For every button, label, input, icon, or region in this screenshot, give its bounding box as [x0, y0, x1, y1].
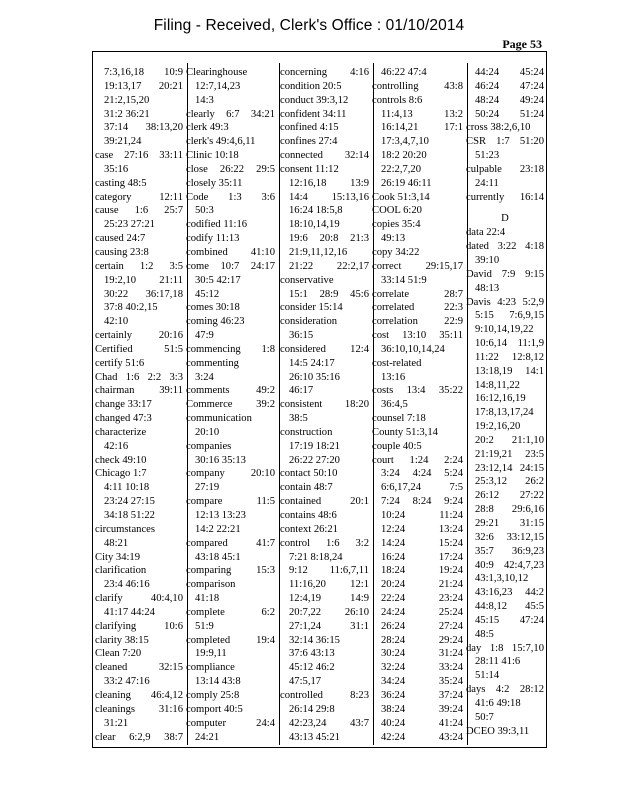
- index-continuation: 14:8,11,22: [475, 379, 520, 391]
- index-continuation: 20:10: [195, 426, 220, 438]
- index-continuation: 51:14: [475, 670, 500, 682]
- index-entry: COOL 6:20: [372, 205, 422, 217]
- index-entry: cross 38:2,6,10: [466, 122, 531, 134]
- index-continuation: 30:5 42:17: [195, 274, 241, 286]
- index-entry: David 7:9 9:15: [466, 268, 544, 280]
- index-continuation: 10:24 11:24: [381, 510, 463, 521]
- index-continuation: 36:4,5: [381, 399, 408, 411]
- index-continuation: 14:4 15:13,16: [289, 191, 369, 203]
- index-entry: confined 4:15: [280, 122, 339, 134]
- index-entry: cleaning 46:4,12: [95, 689, 183, 701]
- index-continuation: 12:7,14,23: [195, 80, 241, 92]
- index-continuation: 26:19 46:11: [381, 177, 432, 189]
- index-continuation: 26:22 27:20: [289, 454, 340, 466]
- index-continuation: 3:24: [195, 371, 214, 383]
- index-continuation: 48:24 49:24: [475, 94, 544, 106]
- index-continuation: 45:12 46:2: [289, 662, 335, 674]
- index-continuation: 35:7 36:9,23: [475, 545, 544, 557]
- index-continuation: 33:2 47:16: [104, 676, 150, 688]
- index-continuation: 48:5: [475, 628, 494, 640]
- index-column: [94, 63, 188, 745]
- index-entry: completed 19:4: [186, 634, 275, 646]
- index-continuation: 31:21: [104, 717, 129, 729]
- index-entry: counsel 7:18: [372, 413, 426, 425]
- index-entry: compared 41:7: [186, 537, 275, 549]
- index-entry: correct 29:15,17: [372, 260, 463, 272]
- index-continuation: 28:24 29:24: [381, 634, 463, 646]
- index-entry: couple 40:5: [372, 440, 422, 452]
- index-entry: connected 32:14: [280, 150, 369, 162]
- index-continuation: 39:10: [475, 254, 500, 266]
- index-continuation: 31:2 36:21: [104, 108, 150, 120]
- index-entry: contains 48:6: [280, 510, 337, 521]
- index-entry: causing 23:8: [95, 246, 149, 258]
- index-continuation: 14:3: [195, 94, 214, 106]
- index-entry: construction: [280, 426, 333, 438]
- index-continuation: 24:21: [195, 731, 220, 743]
- index-continuation: 9:10,14,19,22: [475, 324, 534, 336]
- index-entry: company 20:10: [186, 468, 275, 480]
- index-entry: case 27:16 33:11: [95, 150, 183, 162]
- index-continuation: 44:24 45:24: [475, 67, 544, 78]
- index-continuation: 40:24 41:24: [381, 717, 463, 729]
- index-continuation: 7:3,16,18 10:9: [104, 67, 183, 78]
- index-continuation: 5:15 7:6,9,15: [475, 310, 544, 322]
- index-entry: correlated 22:3: [372, 302, 463, 314]
- index-entry: comparing 15:3: [186, 565, 275, 577]
- index-continuation: 21:9,11,12,16: [289, 246, 348, 258]
- index-entry: cost 13:10 35:11: [372, 330, 463, 342]
- index-entry: contain 48:7: [280, 482, 333, 494]
- index-continuation: 30:22 36:17,18: [104, 288, 183, 300]
- index-entry: characterize: [95, 426, 147, 438]
- index-entry: condition 20:5: [280, 80, 342, 92]
- index-entry: Clinic 10:18: [186, 150, 239, 162]
- index-entry: comply 25:8: [186, 689, 240, 701]
- index-continuation: 20:2 21:1,10: [475, 434, 544, 446]
- index-entry: confident 34:11: [280, 108, 347, 120]
- index-entry: combined 41:10: [186, 246, 275, 258]
- index-continuation: 21:2,15,20: [104, 94, 150, 106]
- index-continuation: 14:24 15:24: [381, 537, 463, 549]
- index-entry: conduct 39:3,12: [280, 94, 349, 106]
- index-continuation: 41:17 44:24: [104, 606, 155, 618]
- index-continuation: 24:24 25:24: [381, 606, 463, 618]
- index-entry: codify 11:13: [186, 233, 240, 245]
- index-entry: coming 46:23: [186, 316, 245, 328]
- index-entry: clarifying 10:6: [95, 620, 183, 632]
- index-continuation: 22:2,7,20: [381, 163, 422, 175]
- index-continuation: 32:14 36:15: [289, 634, 340, 646]
- index-entry: cleanings 31:16: [95, 703, 183, 715]
- index-entry: clearly 6:7 34:21: [186, 108, 275, 120]
- index-continuation: 11:22 12:8,12: [475, 351, 544, 363]
- index-continuation: 18:10,14,19: [289, 219, 340, 231]
- index-entry: correlate 28:7: [372, 288, 463, 300]
- index-entry: cleaned 32:15: [95, 662, 183, 674]
- index-continuation: 23:12,14 24:15: [475, 462, 544, 474]
- index-continuation: 32:24 33:24: [381, 662, 463, 674]
- index-entry: County 51:3,14: [372, 426, 438, 438]
- index-continuation: 46:24 47:24: [475, 80, 544, 92]
- index-entry: companies: [186, 440, 232, 452]
- index-continuation: 17:19 18:21: [289, 440, 340, 452]
- index-entry: circumstances: [95, 523, 156, 535]
- index-entry: changed 47:3: [95, 413, 152, 425]
- index-continuation: 36:10,10,14,24: [381, 343, 445, 355]
- index-entry: Clean 7:20: [95, 648, 142, 660]
- index-continuation: 23:4 46:16: [104, 579, 150, 591]
- index-entry: certainly 20:16: [95, 330, 183, 342]
- index-continuation: 47:9: [195, 330, 214, 342]
- index-entry: certify 51:6: [95, 357, 145, 369]
- index-entry: Commerce 39:2: [186, 399, 275, 411]
- index-entry: comparison: [186, 579, 236, 591]
- index-continuation: 45:12: [195, 288, 220, 300]
- letter-spacer: [466, 204, 544, 212]
- filing-header: Filing - Received, Clerk's Office : 01/10/2014: [153, 17, 465, 34]
- index-continuation: 20:24 21:24: [381, 579, 463, 591]
- index-entry: clarification: [95, 565, 147, 577]
- index-continuation: 12:13 13:23: [195, 510, 246, 521]
- index-continuation: 16:24 18:5,8: [289, 205, 343, 217]
- index-entry: CSR 1:7 51:20: [466, 136, 544, 148]
- index-continuation: 29:21 31:15: [475, 518, 544, 529]
- index-continuation: 26:10 35:16: [289, 371, 340, 383]
- index-entry: controlling 43:8: [372, 80, 463, 92]
- index-entry: costs 13:4 35:22: [372, 385, 463, 397]
- index-continuation: 48:13: [475, 282, 500, 294]
- index-continuation: 20:7,22 26:10: [289, 606, 369, 618]
- index-entry: Clearinghouse: [186, 67, 248, 78]
- index-continuation: 23:24 27:15: [104, 496, 155, 508]
- index-continuation: 17:8,13,17,24: [475, 407, 534, 419]
- index-continuation: 27:19: [195, 482, 220, 494]
- index-continuation: 36:15: [289, 330, 314, 342]
- index-continuation: 41:18: [195, 593, 220, 605]
- index-continuation: 16:14,21 17:1: [381, 122, 463, 134]
- index-entry: dated 3:22 4:18: [466, 241, 544, 253]
- index-continuation: 3:24 4:24 5:24: [381, 468, 463, 480]
- index-entry: consider 15:14: [280, 302, 343, 314]
- index-entry: court 1:24 2:24: [372, 454, 463, 466]
- index-continuation: 50:3: [195, 205, 214, 217]
- index-continuation: 47:5,17: [289, 676, 322, 688]
- index-continuation: 19:9,11: [195, 648, 227, 660]
- index-entry: close 26:22 29:5: [186, 163, 275, 175]
- index-continuation: 39:21,24: [104, 136, 142, 148]
- index-entry: concerning 4:16: [280, 67, 369, 78]
- index-continuation: 12:4,19 14:9: [289, 593, 369, 605]
- index-entry: Certified 51:5: [95, 343, 183, 355]
- index-continuation: 24:11: [475, 177, 499, 189]
- index-continuation: 7:24 8:24 9:24: [381, 496, 463, 508]
- index-entry: cost-related: [372, 357, 422, 369]
- index-entry: City 34:19: [95, 551, 141, 563]
- index-continuation: 27:1,24 31:1: [289, 620, 369, 632]
- index-continuation: 50:7: [475, 711, 494, 723]
- index-continuation: 42:16: [104, 440, 129, 452]
- index-entry: codified 11:16: [186, 219, 248, 231]
- index-continuation: 38:24 39:24: [381, 703, 463, 715]
- index-entry: consistent 18:20: [280, 399, 369, 411]
- index-continuation: 51:23: [475, 150, 500, 162]
- index-continuation: 16:12,16,19: [475, 393, 526, 405]
- index-entry: consent 11:12: [280, 163, 339, 175]
- index-entry: compare 11:5: [186, 496, 275, 508]
- index-entry: Cook 51:3,14: [372, 191, 430, 203]
- index-continuation: 48:21: [104, 537, 129, 549]
- index-entry: considered 12:4: [280, 343, 369, 355]
- index-continuation: 30:24 31:24: [381, 648, 463, 660]
- index-continuation: 37:14 38:13,20: [104, 122, 183, 134]
- index-continuation: 38:5: [289, 413, 308, 425]
- index-entry: controlled 8:23: [280, 689, 369, 701]
- index-continuation: 28:11 41:6: [475, 656, 521, 668]
- index-continuation: 9:12 11:6,7,11: [289, 565, 369, 577]
- index-entry: Chicago 1:7: [95, 468, 147, 480]
- index-continuation: 17:3,4,7,10: [381, 136, 429, 148]
- index-column: [185, 63, 280, 745]
- index-continuation: 6:6,17,24 7:5: [381, 482, 463, 494]
- index-entry: clear 6:2,9 38:7: [95, 731, 183, 743]
- index-continuation: 42:23,24 43:7: [289, 717, 369, 729]
- index-continuation: 46:17: [289, 385, 314, 397]
- index-entry: Code 1:3 3:6: [186, 191, 275, 203]
- index-continuation: 4:11 10:18: [104, 482, 150, 494]
- index-entry: copy 34:22: [372, 246, 420, 258]
- index-continuation: 43:18 45:1: [195, 551, 241, 563]
- index-continuation: 36:24 37:24: [381, 689, 463, 701]
- index-entry: controls 8:6: [372, 94, 423, 106]
- index-entry: DCEO 39:3,11: [466, 725, 530, 737]
- index-continuation: 32:6 33:12,15: [475, 531, 544, 543]
- index-continuation: 18:2 20:20: [381, 150, 427, 162]
- index-continuation: 19:2,10 21:11: [104, 274, 183, 286]
- index-entry: consideration: [280, 316, 338, 328]
- index-entry: category 12:11: [95, 191, 183, 203]
- index-entry: certain 1:2 3:5: [95, 260, 183, 272]
- letter-heading: D: [501, 213, 509, 225]
- index-entry: commenting: [186, 357, 239, 369]
- index-entry: complete 6:2: [186, 606, 275, 618]
- index-continuation: 19:13,17 20:21: [104, 80, 183, 92]
- index-entry: caused 24:7: [95, 233, 146, 245]
- index-entry: data 22:4: [466, 227, 506, 239]
- index-continuation: 33:14 51:9: [381, 274, 427, 286]
- index-entry: correlation 22:9: [372, 316, 463, 328]
- index-continuation: 28:8 29:6,16: [475, 504, 544, 516]
- index-continuation: 49:13: [381, 233, 406, 245]
- index-continuation: 19:6 20:8 21:3: [289, 233, 369, 245]
- index-continuation: 35:16: [104, 163, 129, 175]
- index-entry: clarity 38:15: [95, 634, 149, 646]
- index-entry: computer 24:4: [186, 717, 275, 729]
- index-entry: contact 50:10: [280, 468, 338, 480]
- index-entry: currently 16:14: [466, 191, 544, 203]
- index-entry: chairman 39:11: [95, 385, 183, 397]
- index-continuation: 40:9 42:4,7,23: [475, 559, 544, 571]
- index-continuation: 26:14 29:8: [289, 703, 335, 715]
- index-entry: change 33:17: [95, 399, 152, 411]
- index-continuation: 43:1,3,10,12: [475, 573, 529, 585]
- index-continuation: 45:15 47:24: [475, 614, 544, 626]
- index-continuation: 42:10: [104, 316, 129, 328]
- index-entry: comments 49:2: [186, 385, 275, 397]
- index-column: [465, 63, 549, 745]
- index-continuation: 15:1 28:9 45:6: [289, 288, 369, 300]
- index-continuation: 12:24 13:24: [381, 523, 463, 535]
- index-continuation: 41:6 49:18: [475, 697, 521, 709]
- index-continuation: 37:8 40:2,15: [104, 302, 158, 314]
- index-continuation: 16:24 17:24: [381, 551, 463, 563]
- index-continuation: 25:23 27:21: [104, 219, 155, 231]
- index-entry: comport 40:5: [186, 703, 243, 715]
- index-continuation: 34:24 35:24: [381, 676, 463, 688]
- index-entry: conservative: [280, 274, 334, 286]
- index-entry: days 4:2 28:12: [466, 684, 544, 696]
- index-continuation: 13:16: [381, 371, 406, 383]
- index-entry: contained 20:1: [280, 496, 369, 508]
- index-column: [371, 63, 468, 745]
- index-continuation: 22:24 23:24: [381, 593, 463, 605]
- index-entry: casting 48:5: [95, 177, 147, 189]
- index-continuation: 43:16,23 44:2: [475, 587, 544, 599]
- index-continuation: 21:22 22:2,17: [289, 260, 369, 272]
- index-continuation: 11:16,20 12:1: [289, 579, 369, 591]
- index-continuation: 18:24 19:24: [381, 565, 463, 577]
- index-continuation: 42:24 43:24: [381, 731, 463, 743]
- index-entry: come 10:7 24:17: [186, 260, 275, 272]
- index-continuation: 21:19,21 23:5: [475, 448, 544, 460]
- index-continuation: 46:22 47:4: [381, 67, 427, 78]
- index-continuation: 37:6 43:13: [289, 648, 335, 660]
- index-continuation: 34:18 51:22: [104, 510, 155, 521]
- index-entry: control 1:6 3:2: [280, 537, 369, 549]
- index-entry: copies 35:4: [372, 219, 421, 231]
- index-column: [279, 63, 374, 745]
- index-entry: compliance: [186, 662, 235, 674]
- index-continuation: 30:16 35:13: [195, 454, 246, 466]
- index-continuation: 44:8,12 45:5: [475, 601, 544, 613]
- index-continuation: 19:2,16,20: [475, 421, 521, 433]
- index-entry: clerk 49:3: [186, 122, 229, 134]
- index-entry: commencing 1:8: [186, 343, 275, 355]
- index-entry: check 49:10: [95, 454, 147, 466]
- index-entry: clerk's 49:4,6,11: [186, 136, 256, 148]
- index-continuation: 11:4,13 13:2: [381, 108, 463, 120]
- index-entry: confines 27:4: [280, 136, 338, 148]
- page-number: Page 53: [502, 37, 542, 51]
- index-continuation: 12:16,18 13:9: [289, 177, 369, 189]
- index-entry: context 26:21: [280, 523, 338, 535]
- index-continuation: 26:12 27:22: [475, 490, 544, 502]
- index-continuation: 51:9: [195, 620, 214, 632]
- index-entry: Chad 1:6 2:2 3:3: [95, 371, 183, 383]
- index-continuation: 14:2 22:21: [195, 523, 241, 535]
- index-entry: clarify 40:4,10: [95, 593, 183, 605]
- index-continuation: 13:14 43:8: [195, 676, 241, 688]
- index-continuation: 43:13 45:21: [289, 731, 340, 743]
- index-continuation: 10:6,14 11:1,9: [475, 338, 544, 350]
- index-entry: comes 30:18: [186, 302, 240, 314]
- index-entry: communication: [186, 413, 252, 425]
- index-continuation: 7:21 8:18,24: [289, 551, 343, 563]
- index-entry: culpable 23:18: [466, 163, 544, 175]
- index-continuation: 13:18,19 14:1: [475, 365, 544, 377]
- index-entry: closely 35:11: [186, 177, 243, 189]
- index-entry: Davis 4:23 5:2,9: [466, 296, 544, 308]
- index-continuation: 50:24 51:24: [475, 108, 544, 120]
- index-entry: cause 1:6 25:7: [95, 205, 183, 217]
- index-continuation: 14:5 24:17: [289, 357, 335, 369]
- index-continuation: 26:24 27:24: [381, 620, 463, 632]
- index-continuation: 25:3,12 26:2: [475, 476, 544, 488]
- index-entry: day 1:8 15:7,10: [466, 642, 544, 654]
